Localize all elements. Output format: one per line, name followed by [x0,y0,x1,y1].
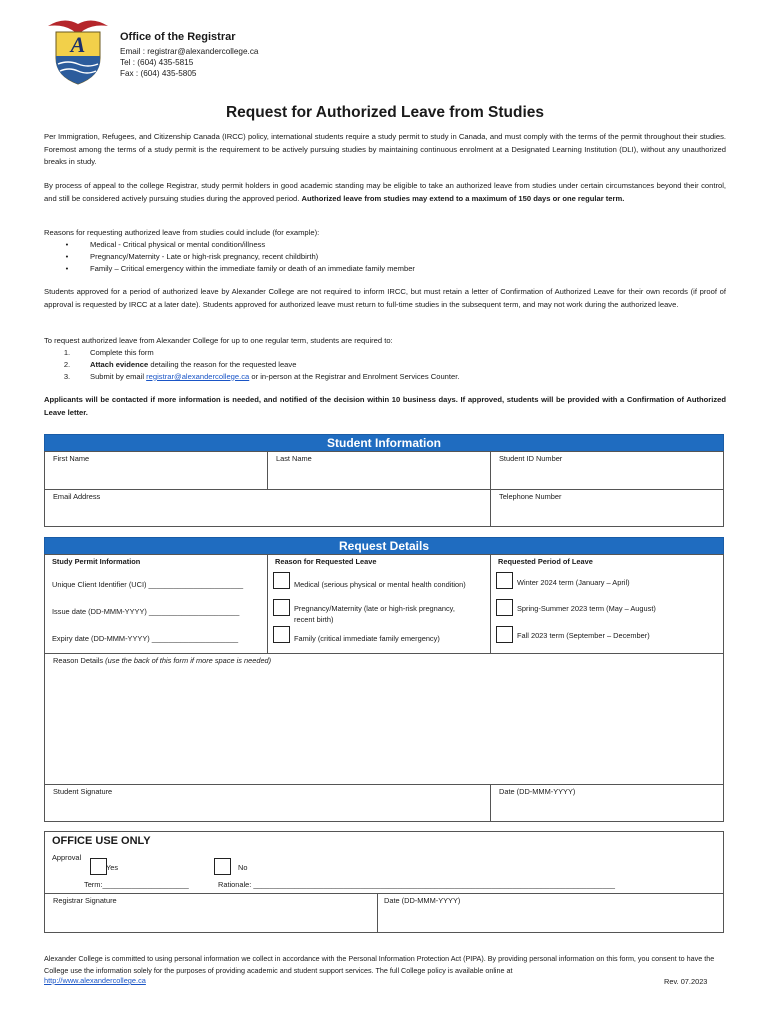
list-item: • Medical - Critical physical or mental condition/illness [44,239,726,251]
revision-label: Rev. 07.2023 [664,977,708,986]
office-tel: Tel : (604) 435-5815 [120,58,194,67]
office-email: Email : registrar@alexandercollege.ca [120,47,259,56]
contact-note: Applicants will be contacted if more information is needed, and notified of the decision within 10 business days. If approved, students will be provided with a Confirmation of Authorized Leave letter. [44,395,726,417]
issue-date-field[interactable]: Issue date (DD-MMM-YYYY) ______________________ [52,607,240,616]
reasons-intro: Reasons for requesting authorized leave from studies could include (for example): [44,228,320,237]
list-item: 2. Attach evidence detailing the reason for the requested leave [63,359,297,369]
uci-field[interactable]: Unique Client Identifier (UCI) _______________________ [52,580,244,589]
period-fall-label: Fall 2023 term (September – December) [517,631,650,640]
appeal-text: By process of appeal to the college Registrar, study permit holders in good academic standing may be eligible to take an authorized leave from studies under certain circumstances beyond their control, and still be considered actively pursuing studies during the approved period. [44,181,726,203]
first-name-field[interactable]: First Name [44,451,268,490]
request-details-banner: Request Details [44,537,724,555]
reasons-list [44,227,726,275]
intro-paragraph: Per Immigration, Refugees, and Citizenship Canada (IRCC) policy, international students require a study permit to study in Canada, and must comply with the terms of the permit throughout their studies. Foremost among the terms of a study permit is the requirement to be actively pursuing studies by maintaining continuous enrolment at a Designated Learning Institution (DLI), without any unauthorized breaks in study. [44,132,726,167]
svg-text:A: A [70,32,86,57]
office-use-title: OFFICE USE ONLY [52,835,151,847]
approval-label: Approval [52,853,82,862]
bullet-icon: • [65,263,69,273]
registrar-email-link[interactable]: registrar@alexandercollege.ca [146,371,250,381]
student-signature-field[interactable]: Student Signature [44,784,491,822]
approval-no-label: No [238,863,248,872]
period-spring-label: Spring-Summer 2023 term (May – August) [517,604,656,613]
email-field[interactable]: Email Address [44,489,491,527]
reason-pregnancy-checkbox[interactable] [273,599,290,616]
approval-yes-label: Yes [106,863,119,872]
list-item: • Pregnancy/Maternity - Late or high-risk pregnancy, recent childbirth) [44,251,726,263]
list-item: 3. Submit by email registrar@alexandercollege.ca or in-person at the Registrar and Enrolment Services Counter. [63,371,460,381]
registrar-date-field[interactable]: Date (DD-MMM-YYYY) [377,893,724,933]
signature-date-field[interactable]: Date (DD-MMM-YYYY) [490,784,724,822]
bullet-icon: • [65,251,69,261]
reason-pregnancy-label: Pregnancy/Maternity (late or high-risk pregnancy, recent birth) [294,604,455,624]
col-head-period: Requested Period of Leave [498,557,593,566]
period-spring-checkbox[interactable] [496,599,513,616]
col-head-study-permit: Study Permit Information [52,557,141,566]
list-item: 1. Complete this form [63,347,154,357]
telephone-field[interactable]: Telephone Number [490,489,724,527]
term-field[interactable]: Term:_____________________ [84,880,189,889]
steps-list [44,335,726,383]
reason-medical-checkbox[interactable] [273,572,290,589]
period-fall-checkbox[interactable] [496,626,513,643]
bullet-icon: • [65,239,69,249]
college-website-link[interactable]: http://www.alexandercollege.ca [44,976,146,985]
reason-family-label: Family (critical immediate family emergency) [294,634,440,643]
expiry-date-field[interactable]: Expiry date (DD-MMM-YYYY) _____________________ [52,634,239,643]
rationale-field[interactable]: Rationale: ________________________________________________________________________________________ [218,880,616,889]
approval-no-checkbox[interactable] [214,858,231,875]
page-title: Request for Authorized Leave from Studies [225,104,545,121]
appeal-paragraph [44,180,726,205]
student-id-field[interactable]: Student ID Number [490,451,724,490]
appeal-bold: Authorized leave from studies may extend to a maximum of 150 days or one regular term. [301,193,625,203]
college-crest-logo [44,16,112,86]
registrar-signature-field[interactable]: Registrar Signature [44,893,378,933]
student-info-banner: Student Information [44,434,724,452]
period-winter-checkbox[interactable] [496,572,513,589]
privacy-note: Alexander College is committed to using personal information we collect in accordance with the Personal Information Protection Act (PIPA). By providing personal information on this form, you consent to have the College use the information solely for the purposes of providing academic and student support services. The full College policy is available online at [44,954,715,975]
office-fax: Fax : (604) 435-5805 [120,69,197,78]
approved-paragraph: Students approved for a period of authorized leave by Alexander College are not required to inform IRCC, but must retain a letter of Confirmation of Authorized Leave for their own records (if proof of approval is requested by IRCC at a later date). Students approved for authorized leave must return to full-time studies in the subsequent term, and may not work during the authorized leave. [44,287,726,309]
last-name-field[interactable]: Last Name [267,451,491,490]
reason-medical-label: Medical (serious physical or mental health condition) [294,580,466,589]
steps-intro: To request authorized leave from Alexander College for up to one regular term, students are required to: [44,336,393,345]
list-item: • Family – Critical emergency within the immediate family or death of an immediate family member [44,263,726,275]
office-title: Office of the Registrar [120,31,236,43]
col-head-reason: Reason for Requested Leave [275,557,377,566]
reason-family-checkbox[interactable] [273,626,290,643]
approval-yes-checkbox[interactable] [90,858,107,875]
reason-details-field[interactable]: Reason Details (use the back of this form if more space is needed) [44,653,724,785]
period-winter-label: Winter 2024 term (January – April) [517,578,630,587]
